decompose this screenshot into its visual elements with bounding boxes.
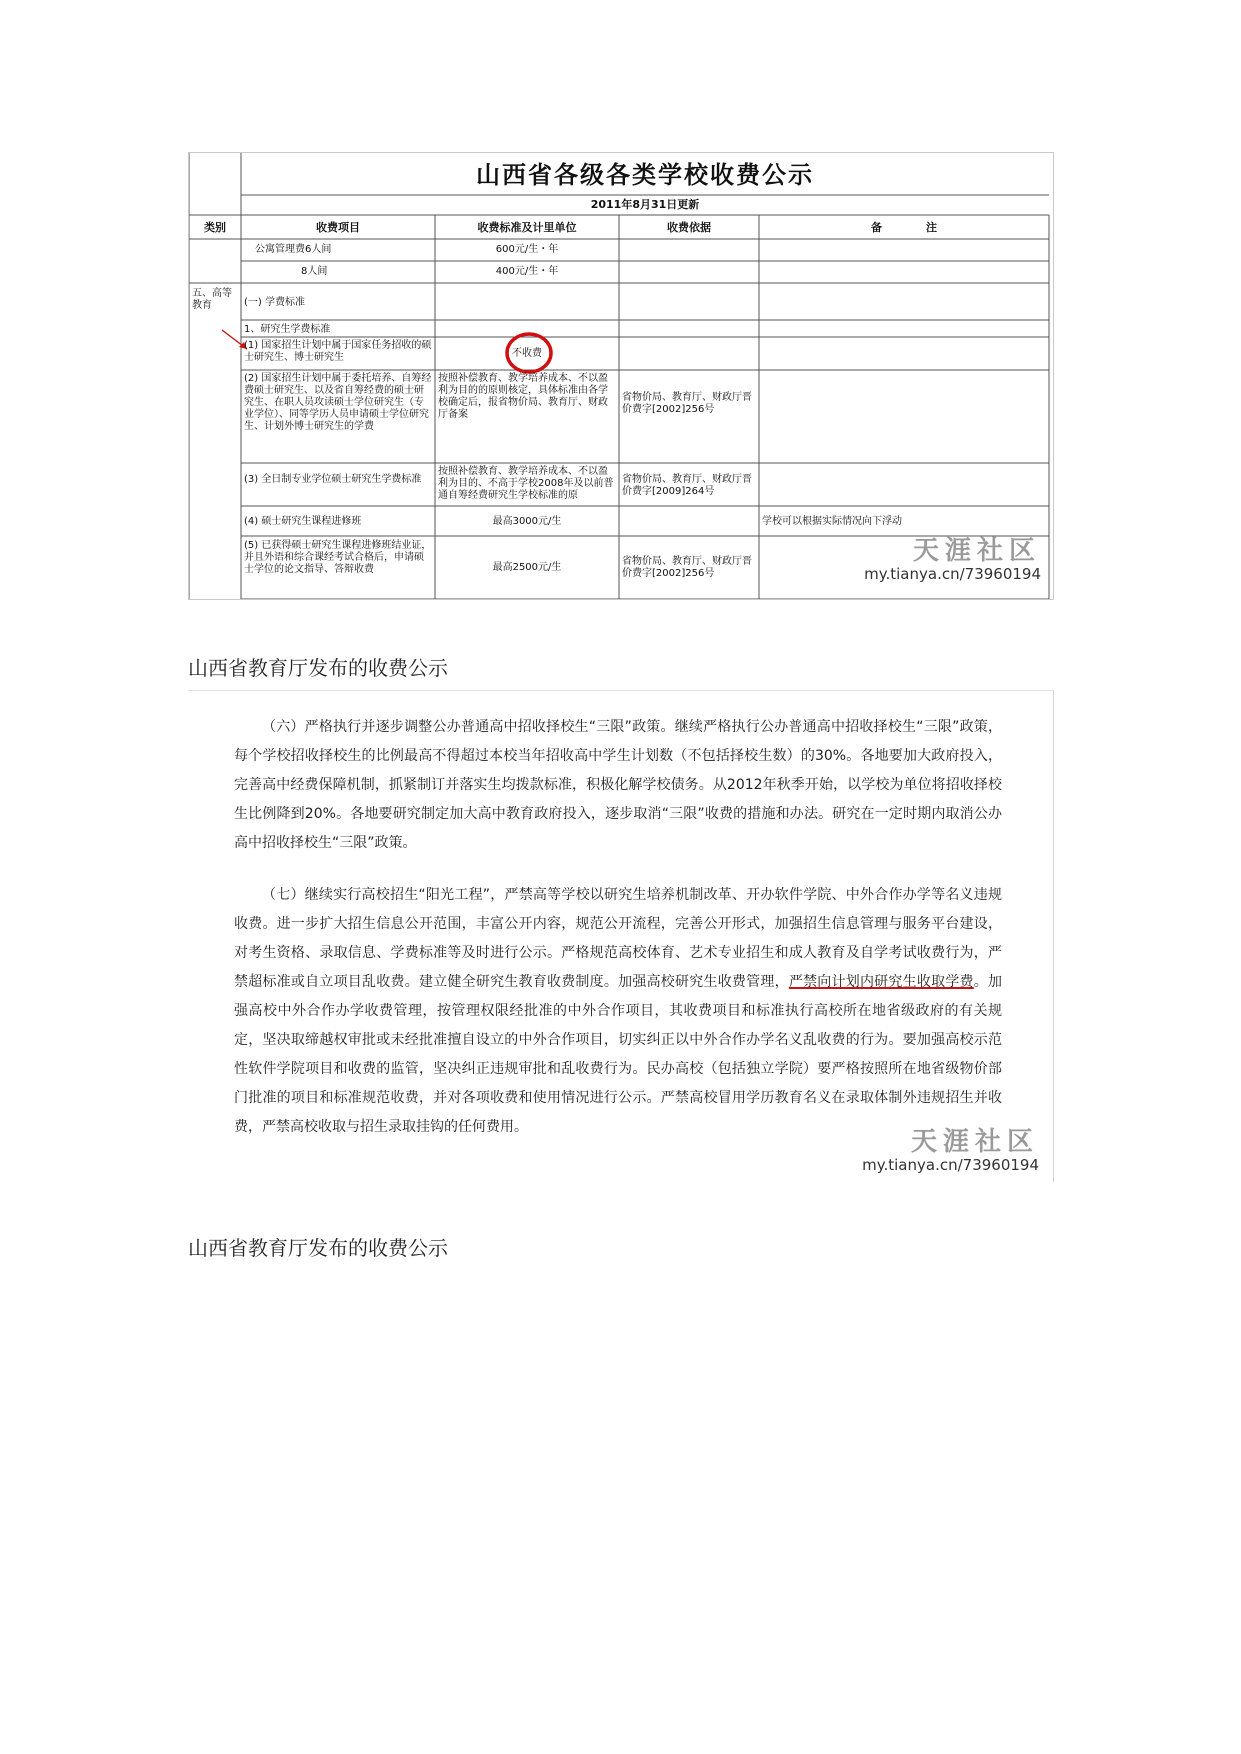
watermark-logo: 天涯社区 [912, 536, 1041, 566]
watermark-url: my.tianya.cn/73960194 [864, 565, 1041, 583]
watermark-2-logo: 天涯社区 [910, 1127, 1039, 1157]
fee-table-image [188, 152, 1054, 600]
watermark-2-url: my.tianya.cn/73960194 [862, 1156, 1039, 1174]
row4-item: 1、研究生学费标准 [244, 324, 331, 335]
update-date: 2011年8月31日更新 [590, 198, 700, 211]
row8-item: (4) 硕士研究生课程进修班 [244, 516, 362, 527]
caption-1: 山西省教育厅发布的收费公示 [188, 656, 448, 680]
row9-standard: 最高2500元/生 [492, 562, 562, 573]
row5-standard: 不收费 [512, 348, 542, 359]
row7-basis: 省物价局、教育厅、财政厅晋价费字[2009]264号 [622, 474, 752, 497]
row8-remark: 学校可以根据实际情况向下浮动 [762, 516, 902, 527]
policy-text-image [188, 690, 1054, 1182]
row2-item: 8人间 [301, 266, 328, 277]
paragraph-6: （六）严格执行并逐步调整公办普通高中招收择校生“三限”政策。继续严格执行公办普通高中招收择校生“三限”政策，每个学校招收择校生的比例最高不得超过本校当年招收高中学生计划数（不包括择校生数）的30%。各地要加大政府投入，完善高中经费保障机制，抓紧制订并落实生均拨款标准，积极化解学校债务。从2012年秋季开始，以学校为单位将招收择校生比例降到20%。各地要研究制定加大高中教育政府投入，逐步取消“三限”收费的措施和办法。研究在一定时期内取消公办高中招收择校生“三限”政策。 [234, 719, 1002, 851]
row5-item: (1) 国家招生计划中属于国家任务招收的硕士研究生、博士研究生 [244, 340, 432, 363]
header-basis: 收费依据 [667, 221, 711, 234]
row2-standard: 400元/生・年 [495, 266, 559, 277]
row3-item: (一) 学费标准 [244, 297, 305, 308]
row9-item: (5) 已获得硕士研究生课程进修班结业证，并且外语和综合课经考试合格后，申请硕士学位的论文指导、答辩收费 [244, 540, 432, 575]
highlighted-phrase: 严禁向计划内研究生收取学费 [788, 974, 974, 990]
row7-standard: 按照补偿教育、教学培养成本、不以盈利为目的、不高于学校2008年及以前普通自筹经费研究生学校标准的原 [438, 466, 614, 501]
header-standard: 收费标准及计里单位 [477, 221, 577, 234]
row9-basis: 省物价局、教育厅、财政厅晋价费字[2002]256号 [622, 556, 752, 579]
table-title: 山西省各级各类学校收费公示 [476, 160, 814, 189]
category-higher-education: 五、高等教育 [192, 288, 232, 311]
paragraph-7 [234, 881, 1002, 1142]
row6-item: (2) 国家招生计划中属于委托培养、自筹经费硕士研究生、以及省自筹经费的硕士研究生、在职人员攻读硕士学位研究生（专业学位）、同等学历人员申请硕士学位研究生、计划外博士研究生的学费 [244, 373, 432, 432]
header-remark: 备 注 [871, 221, 937, 234]
row1-item: 公寓管理费6人间 [255, 244, 332, 255]
paragraph-7-part-a: （七）继续实行高校招生“阳光工程”，严禁高等学校以研究生培养机制改革、开办软件学院、中外合作办学等名义违规收费。进一步扩大招生信息公开范围，丰富公开内容，规范公开流程，完善公开形式，加强招生信息管理与服务平台建设，对考生资格、录取信息、学费标准等及时进行公示。严格规范高校体育、艺术专业招生和成人教育及自学考试收费行为，严禁超标准或自立项目乱收费。建立健全研究生教育收费制度。加强高校研究生收费管理， [234, 887, 1002, 990]
row6-standard: 按照补偿教育、教学培养成本、不以盈利为目的的原则核定，具体标准由各学校确定后，报省物价局、教育厅、财政厅备案 [438, 373, 608, 420]
row7-item: (3) 全日制专业学位硕士研究生学费标准 [244, 474, 422, 485]
header-category: 类别 [204, 221, 226, 234]
row6-basis: 省物价局、教育厅、财政厅晋价费字[2002]256号 [622, 392, 752, 415]
row1-standard: 600元/生・年 [495, 244, 559, 255]
caption-2: 山西省教育厅发布的收费公示 [188, 1236, 448, 1260]
row8-standard: 最高3000元/生 [492, 516, 562, 527]
watermark-2 [862, 1128, 1039, 1174]
header-item: 收费项目 [316, 221, 360, 234]
paragraph-7-part-b: 。加强高校中外合作办学收费管理，按管理权限经批准的中外合作项目，其收费项目和标准执行高校所在地省级政府的有关规定，坚决取缔越权审批或未经批准擅自设立的中外合作项目，切实纠正以中外合作办学名义乱收费的行为。要加强高校示范性软件学院项目和收费的监管，坚决纠正违规审批和乱收费行为。民办高校（包括独立学院）要严格按照所在地省级物价部门批准的项目和标准规范收费，并对各项收费和使用情况进行公示。严禁高校冒用学历教育名义在录取体制外违规招生并收费，严禁高校收取与招生录取挂钩的任何费用。 [234, 974, 1003, 1135]
watermark [864, 537, 1041, 583]
